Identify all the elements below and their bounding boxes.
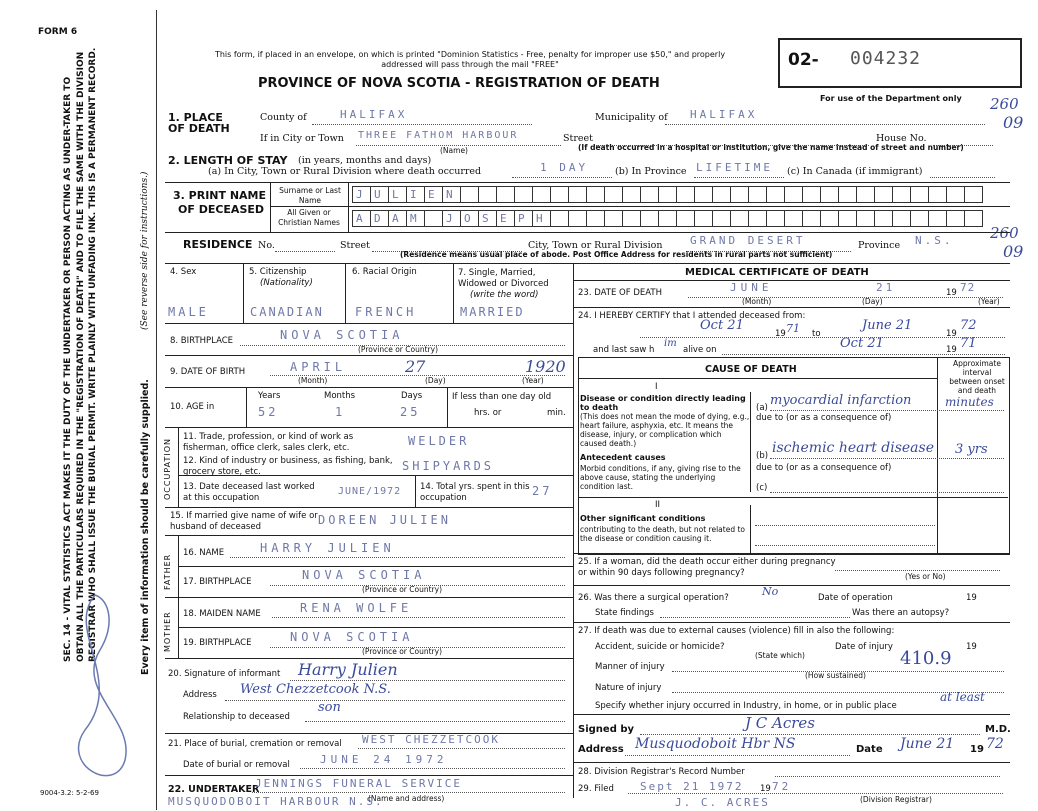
name-letter-box[interactable] xyxy=(694,186,713,203)
reg-number: 004232 xyxy=(850,48,922,69)
margin-line xyxy=(156,10,157,810)
father-birthplace-field[interactable]: NOVA SCOTIA xyxy=(302,568,426,582)
name-letter: N xyxy=(446,188,453,201)
place-note: (If death occurred in a hospital or institution, give the name instead of street and number) xyxy=(578,143,964,152)
form-number: FORM 6 xyxy=(38,27,78,37)
name-letter-box[interactable] xyxy=(388,210,407,227)
residence-city-field[interactable]: GRAND DESERT xyxy=(690,234,806,247)
name-letter-box[interactable] xyxy=(568,210,587,227)
name-letter-box[interactable] xyxy=(820,186,839,203)
registration-box xyxy=(778,38,1022,88)
signed-date-field[interactable]: June 21 xyxy=(900,736,955,752)
name-letter-box[interactable] xyxy=(802,210,821,227)
cause-b-interval[interactable]: 3 yrs xyxy=(955,442,988,457)
name-letter-box[interactable] xyxy=(370,186,389,203)
name-letter-box[interactable] xyxy=(964,186,983,203)
name-letter-box[interactable] xyxy=(928,186,947,203)
name-letter-box[interactable] xyxy=(838,210,857,227)
specify-field[interactable]: at least xyxy=(940,690,985,704)
name-letter-box[interactable] xyxy=(460,210,479,227)
undertaker-field[interactable]: JENNINGS FUNERAL SERVICE xyxy=(255,777,462,790)
name-letter-box[interactable] xyxy=(388,186,407,203)
name-letter-box[interactable] xyxy=(784,210,803,227)
name-letter-box[interactable] xyxy=(892,186,911,203)
trade-field[interactable]: WELDER xyxy=(408,434,470,448)
name-letter-box[interactable] xyxy=(550,210,569,227)
total-years-field[interactable]: 27 xyxy=(532,484,553,498)
name-letter-box[interactable] xyxy=(838,186,857,203)
undertaker-address-field[interactable]: MUSQUODOBOIT HARBOUR N.S. xyxy=(168,795,384,808)
name-letter-box[interactable] xyxy=(748,186,767,203)
name-letter: J xyxy=(356,188,363,201)
name-letter: E xyxy=(428,188,435,201)
name-letter-box[interactable] xyxy=(514,186,533,203)
dob-month-field[interactable]: APRIL xyxy=(290,360,347,374)
name-letter-box[interactable] xyxy=(496,210,515,227)
name-letter-box[interactable] xyxy=(748,210,767,227)
marital-field[interactable]: MARRIED xyxy=(460,305,525,319)
name-letter: H xyxy=(536,212,543,225)
medical-header: MEDICAL CERTIFICATE OF DEATH xyxy=(685,267,869,278)
name-letter-box[interactable] xyxy=(658,210,677,227)
mail-notice: This form, if placed in an envelope, on which is printed "Dominion Statistics - Free, penalty for improper use $50," and properly addressed will pass through the mail "FREE" xyxy=(214,50,726,69)
name-letter-box[interactable] xyxy=(730,210,749,227)
name-letter-box[interactable] xyxy=(424,186,443,203)
name-letter: A xyxy=(356,212,363,225)
mother-birthplace-field[interactable]: NOVA SCOTIA xyxy=(290,630,414,644)
surgery-field[interactable]: No xyxy=(762,585,779,598)
name-letter-box[interactable] xyxy=(640,186,659,203)
name-letter-box[interactable] xyxy=(514,210,533,227)
place-label: 1. PLACE OF DEATH xyxy=(168,111,230,135)
name-letter-box[interactable] xyxy=(586,186,605,203)
last-worked-field[interactable]: JUNE/1972 xyxy=(338,486,402,497)
name-letter-box[interactable] xyxy=(496,186,515,203)
dod-month-field[interactable]: JUNE xyxy=(730,281,773,294)
racial-origin-field[interactable]: FRENCH xyxy=(355,305,417,319)
side-reverse: (See reverse side for instructions.) xyxy=(140,171,150,330)
name-letter-box[interactable] xyxy=(766,186,785,203)
name-letter-box[interactable] xyxy=(640,210,659,227)
name-letter: S xyxy=(482,212,489,225)
name-letter-box[interactable] xyxy=(784,186,803,203)
name-letter-box[interactable] xyxy=(856,210,875,227)
filed-field[interactable]: Sept 21 1972 xyxy=(640,780,744,793)
name-letter-box[interactable] xyxy=(676,186,695,203)
age-days-field[interactable]: 25 xyxy=(400,405,421,419)
name-letter-box[interactable] xyxy=(730,186,749,203)
residence-note: (Residence means usual place of abode. Post Office Address for residents in rural parts not sufficient) xyxy=(400,250,833,259)
dept-code-1: 260 xyxy=(990,95,1019,113)
icd-code[interactable]: 410.9 xyxy=(900,648,952,669)
informant-signature[interactable]: Harry Julien xyxy=(298,660,398,679)
name-letter-box[interactable] xyxy=(424,210,443,227)
name-letter-box[interactable] xyxy=(604,210,623,227)
spouse-field[interactable]: DOREEN JULIEN xyxy=(318,513,451,527)
registrar-name: J. C. ACRES xyxy=(675,796,770,809)
name-letter: A xyxy=(392,212,399,225)
name-letter-box[interactable] xyxy=(622,186,641,203)
dob-day-field[interactable]: 27 xyxy=(405,357,426,376)
name-letter: I xyxy=(410,188,417,201)
name-letter-box[interactable] xyxy=(622,210,641,227)
name-letter-box[interactable] xyxy=(874,210,893,227)
municipality-field[interactable]: HALIFAX xyxy=(690,108,758,121)
name-letter-box[interactable] xyxy=(712,186,731,203)
last-seen-field[interactable]: Oct 21 xyxy=(840,336,884,351)
dept-code-4: 09 xyxy=(1003,242,1024,261)
name-letter: E xyxy=(500,212,507,225)
name-letter-box[interactable] xyxy=(352,186,371,203)
name-letter-box[interactable] xyxy=(802,186,821,203)
cause-b-field[interactable]: ischemic heart disease xyxy=(772,440,934,456)
age-months-field[interactable]: 1 xyxy=(335,405,346,419)
name-letter-box[interactable] xyxy=(766,210,785,227)
name-letter: J xyxy=(446,212,453,225)
dod-year-field[interactable]: 72 xyxy=(960,281,976,294)
last-seen-year[interactable]: 71 xyxy=(960,336,977,351)
name-letter-box[interactable] xyxy=(694,210,713,227)
name-letter-box[interactable] xyxy=(586,210,605,227)
industry-field[interactable]: SHIPYARDS xyxy=(402,459,495,473)
county-field[interactable]: HALIFAX xyxy=(340,108,408,121)
informant-relationship[interactable]: son xyxy=(318,700,341,715)
name-letter: M xyxy=(410,212,417,225)
age-years-field[interactable]: 52 xyxy=(258,405,279,419)
name-letter-box[interactable] xyxy=(532,186,551,203)
attended-to-year[interactable]: 72 xyxy=(960,318,977,333)
name-letter-box[interactable] xyxy=(604,186,623,203)
attended-to-field[interactable]: June 21 xyxy=(862,318,913,333)
name-letter-box[interactable] xyxy=(478,210,497,227)
name-letter-box[interactable] xyxy=(964,210,983,227)
name-letter-box[interactable] xyxy=(442,186,461,203)
name-letter-box[interactable] xyxy=(676,210,695,227)
attended-from-year[interactable]: 71 xyxy=(786,322,800,335)
name-letter-box[interactable] xyxy=(712,210,731,227)
town-field[interactable]: THREE FATHOM HARBOUR xyxy=(358,130,519,141)
last-seen-pronoun[interactable]: im xyxy=(664,338,677,349)
physician-address[interactable]: Musquodoboit Hbr NS xyxy=(635,736,796,752)
name-letter-box[interactable] xyxy=(460,186,479,203)
name-letter-box[interactable] xyxy=(658,186,677,203)
name-letter-box[interactable] xyxy=(910,186,929,203)
name-letter-box[interactable] xyxy=(946,210,965,227)
name-letter: U xyxy=(374,188,381,201)
bottom-code: 9004-3.2: 5-2-69 xyxy=(40,789,99,797)
form-title: PROVINCE OF NOVA SCOTIA - REGISTRATION OF DEATH xyxy=(258,76,660,91)
name-letter-box[interactable] xyxy=(370,210,389,227)
dept-use-label: For use of the Department only xyxy=(820,94,962,103)
cause-a-interval[interactable]: minutes xyxy=(945,395,994,409)
reg-prefix: 02- xyxy=(788,50,819,70)
name-letter-box[interactable] xyxy=(406,186,425,203)
dept-code-2: 09 xyxy=(1003,113,1024,132)
residence-province-field[interactable]: N.S. xyxy=(915,234,954,247)
stay-city-field[interactable]: 1 DAY xyxy=(540,161,589,174)
sex-field[interactable]: MALE xyxy=(168,305,209,319)
signed-year-field[interactable]: 72 xyxy=(986,736,1004,752)
father-name-field[interactable]: HARRY JULIEN xyxy=(260,541,395,555)
name-letter-box[interactable] xyxy=(550,186,569,203)
name-letter-box[interactable] xyxy=(352,210,371,227)
name-letter: O xyxy=(464,212,471,225)
birthplace-field[interactable]: NOVA SCOTIA xyxy=(280,328,404,342)
name-letter-box[interactable] xyxy=(820,210,839,227)
burial-place-field[interactable]: WEST CHEZZETCOOK xyxy=(362,733,500,746)
dept-code-3: 260 xyxy=(990,224,1019,242)
name-letter: D xyxy=(374,212,381,225)
name-letter-box[interactable] xyxy=(892,210,911,227)
name-letter-box[interactable] xyxy=(910,210,929,227)
name-letter-box[interactable] xyxy=(442,210,461,227)
filed-year-field[interactable]: 72 xyxy=(772,780,792,793)
name-letter-box[interactable] xyxy=(928,210,947,227)
name-letter-box[interactable] xyxy=(946,186,965,203)
citizenship-field[interactable]: CANADIAN xyxy=(250,305,324,319)
name-letter-box[interactable] xyxy=(478,186,497,203)
stay-province-field[interactable]: LIFETIME xyxy=(696,161,773,174)
name-letter-box[interactable] xyxy=(568,186,587,203)
burial-date-field[interactable]: JUNE 24 1972 xyxy=(320,753,448,766)
name-letter-box[interactable] xyxy=(874,186,893,203)
dod-day-field[interactable]: 21 xyxy=(876,281,896,294)
name-letter-box[interactable] xyxy=(532,210,551,227)
name-letter: P xyxy=(518,212,525,225)
attended-from-field[interactable]: Oct 21 xyxy=(700,318,744,333)
informant-address[interactable]: West Chezzetcook N.S. xyxy=(240,682,391,697)
name-letter-box[interactable] xyxy=(406,210,425,227)
name-letter-box[interactable] xyxy=(856,186,875,203)
name-letter: L xyxy=(392,188,399,201)
side-statute: SEC. 14 - VITAL STATISTICS ACT MAKES IT THE DUTY OF THE UNDERTAKER OR PERSON ACTING AS UNDER-TAKER TO OBTAIN ALL THE PARTICULARS REQUIRED IN THE "REGISTRATION OF DEATH" AND TO FILE THE SAME WITH THE DIVISION REGISTRAR WHO SHALL ISSUE THE BURIAL PERMIT. WRITE PLAINLY WITH UNFADING INK. THIS IS A PERMANENT RECORD. xyxy=(63,47,98,662)
dob-year-field[interactable]: 1920 xyxy=(525,357,566,376)
mother-name-field[interactable]: RENA WOLFE xyxy=(300,601,413,615)
cause-a-field[interactable]: myocardial infarction xyxy=(770,393,912,408)
physician-signature[interactable]: J C Acres xyxy=(745,714,816,732)
margin-scribble xyxy=(55,590,145,800)
side-supply: Every item of information should be carefully supplied. xyxy=(140,379,151,675)
